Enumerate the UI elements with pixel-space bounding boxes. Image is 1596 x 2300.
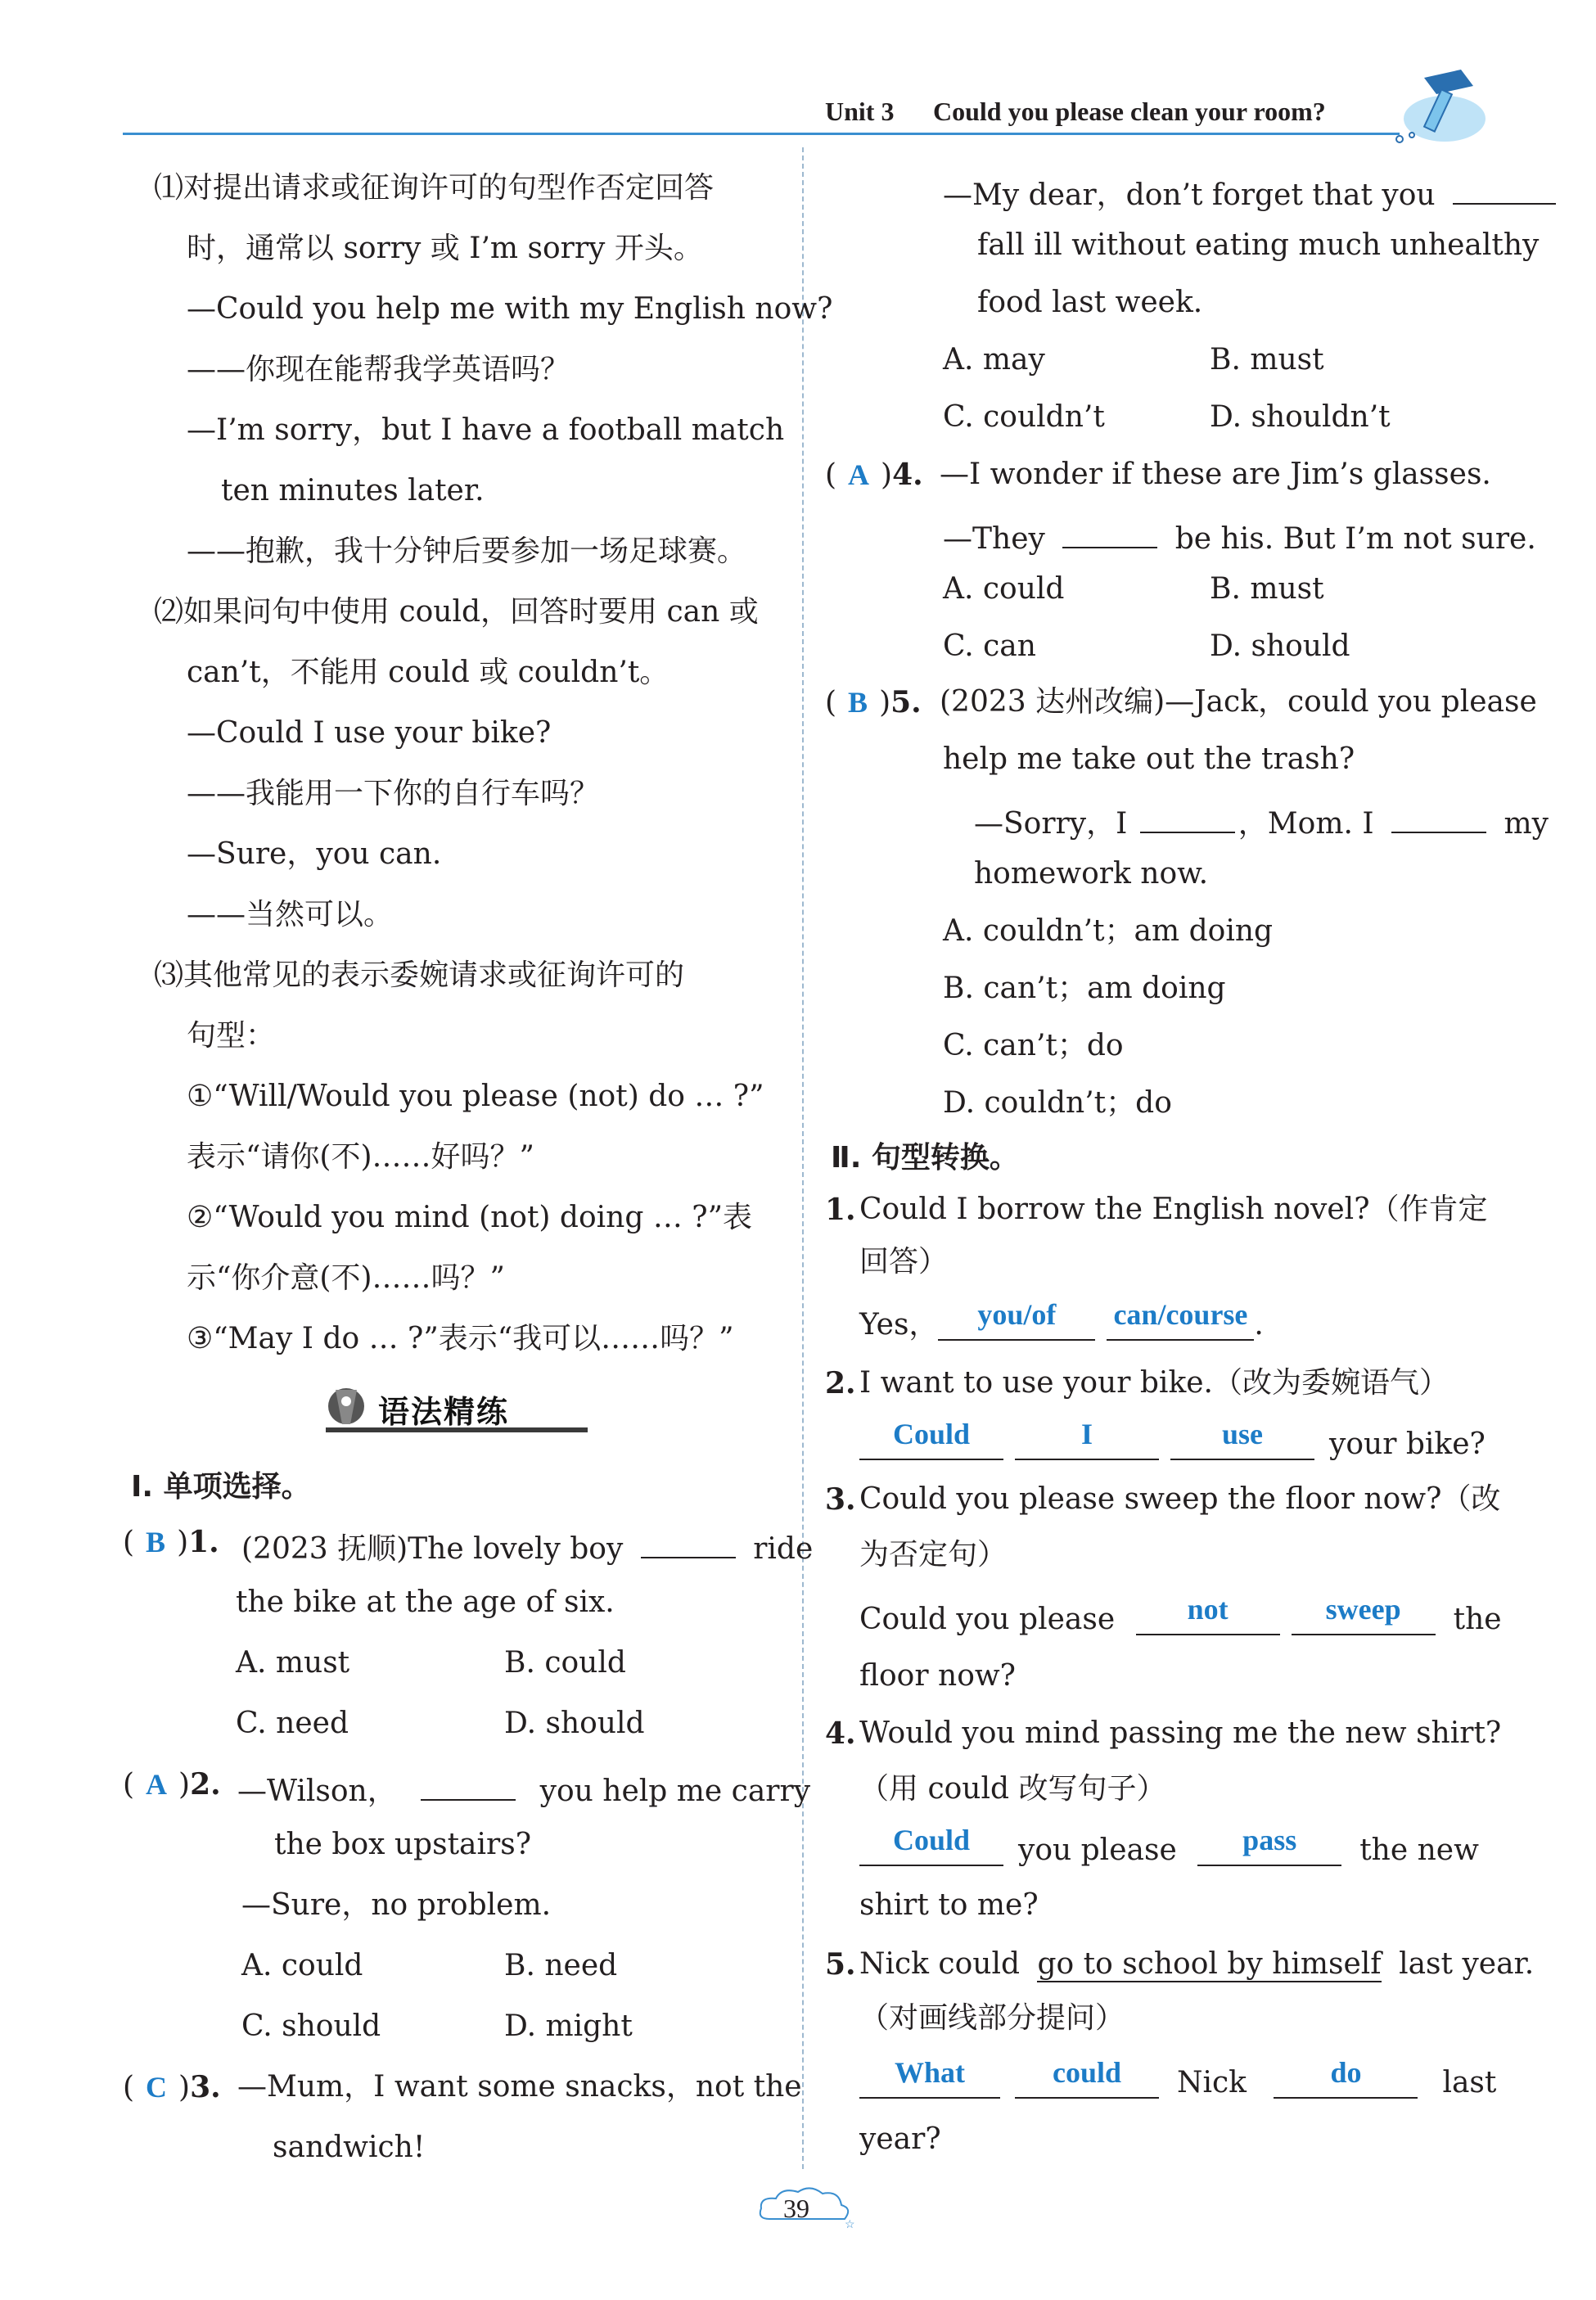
note2-line2: can’t，不能用 could 或 couldn’t。 — [187, 656, 670, 689]
s2-line2: Could I use your bike? — [859, 1426, 1486, 1463]
s2-blank2: I — [1015, 1426, 1159, 1460]
s3-blank2: sweep — [1292, 1601, 1436, 1635]
svg-text:☆: ☆ — [845, 2218, 855, 2231]
q3-option-c: C. couldn’t — [943, 400, 1105, 434]
q1-option-a: A. must — [236, 1646, 350, 1680]
note1-line2: 时，通常以 sorry 或 I’m sorry 开头。 — [187, 232, 703, 265]
banner-label: 语法精练 — [378, 1394, 510, 1430]
q3-option-d: D. shouldn’t — [1210, 400, 1391, 434]
s4-line3: Could you please pass the new — [859, 1832, 1479, 1869]
s3-line3: Could you please not sweep the — [859, 1593, 1502, 1636]
q2-reply: —Sure，no problem. — [241, 1888, 552, 1922]
pencil-mortarboard-icon — [1383, 65, 1490, 147]
q2-option-c: C. should — [241, 2009, 381, 2043]
q2-stem-line2: the box upstairs? — [274, 1828, 531, 1861]
q2-option-b: B. need — [504, 1949, 618, 1982]
s3-line2: 为否定句） — [859, 1538, 1008, 1572]
q5-stem-line3: —Sorry，I ，Mom. I my — [974, 799, 1549, 842]
q1-stem-line2: the bike at the age of six. — [236, 1585, 615, 1619]
q2-option-a: A. could — [241, 1949, 363, 1982]
s2-blank1: Could — [859, 1426, 1003, 1460]
s4-line2: （用 could 改写句子） — [859, 1772, 1166, 1806]
q5-blank2 — [1391, 799, 1486, 833]
section1-heading: Ⅰ. 单项选择。 — [131, 1470, 311, 1504]
note1-line1: ⑴对提出请求或征询许可的句型作否定回答 — [154, 171, 715, 205]
s2-number: 2. — [825, 1366, 856, 1400]
q3-stem-line4: fall ill without eating much unhealthy — [977, 228, 1540, 262]
q3-stem-line5: food last week. — [977, 286, 1203, 319]
s5-line1: Nick could go to school by himself last year. — [859, 1947, 1535, 1981]
q1-stem-line1: (2023 抚顺)The lovely boy ride — [241, 1524, 813, 1567]
pencil-icon — [318, 1382, 375, 1434]
q1-option-b: B. could — [504, 1646, 626, 1680]
q4-option-c: C. can — [943, 629, 1036, 663]
page-number: 39 — [783, 2194, 809, 2223]
s1-line3: Yes， you/of can/course . — [859, 1298, 1264, 1342]
q5-blank1 — [1140, 799, 1235, 833]
s2-blank3: use — [1170, 1426, 1314, 1460]
s5-number: 5. — [825, 1947, 856, 1982]
s4-blank1: Could — [859, 1832, 1003, 1866]
note2-example2: ——我能用一下你的自行车吗？ — [187, 777, 600, 810]
q5-option-c: C. can’t；do — [943, 1029, 1124, 1062]
note2-example3: —Sure，you can. — [187, 837, 442, 871]
note1-example5: ——抱歉，我十分钟后要参加一场足球赛。 — [187, 534, 747, 568]
header-unit: Unit 3 — [825, 97, 895, 126]
q2-stem-line1: —Wilson， you help me carry — [237, 1766, 810, 1810]
q5-stem-line4: homework now. — [974, 857, 1209, 891]
s1-line1: Could I borrow the English novel?（作肯定 — [859, 1193, 1488, 1226]
header-title: Could you please clean your room? — [933, 97, 1326, 126]
header-rule — [123, 133, 1400, 135]
note3-pattern-c1: ③“May I do … ?”表示“我可以……吗？” — [187, 1322, 734, 1355]
note1-example1: —Could you help me with my English now? — [187, 292, 833, 326]
s1-number: 1. — [825, 1193, 856, 1227]
s1-blank2: can/course — [1107, 1306, 1254, 1341]
q4-blank — [1062, 514, 1157, 548]
s5-blank2: could — [1015, 2064, 1159, 2099]
q1-option-c: C. need — [236, 1707, 349, 1740]
s3-blank1: not — [1136, 1601, 1280, 1635]
s2-line1: I want to use your bike.（改为委婉语气） — [859, 1366, 1449, 1400]
q1-answer: ( B )1. — [123, 1525, 219, 1559]
note3-pattern-a2: 表示“请你(不)……好吗？” — [187, 1140, 534, 1174]
q3-answer: ( C )3. — [123, 2070, 221, 2104]
note3-pattern-a1: ①“Will/Would you please (not) do … ?” — [187, 1080, 764, 1113]
s5-line4: year? — [859, 2122, 941, 2156]
note1-example4: ten minutes later. — [221, 474, 485, 507]
q3-stem-line1: —Mum，I want some snacks，not the — [237, 2070, 802, 2104]
q4-option-d: D. should — [1210, 629, 1350, 663]
s5-blank3: do — [1274, 2064, 1418, 2099]
s1-blank1: you/of — [938, 1306, 1095, 1341]
q4-stem-line1: —I wonder if these are Jim’s glasses. — [940, 458, 1491, 491]
s3-number: 3. — [825, 1482, 856, 1517]
q4-option-a: A. could — [943, 572, 1065, 606]
q5-option-b: B. can’t；am doing — [943, 972, 1226, 1005]
s5-line2: （对画线部分提问） — [859, 2001, 1125, 2035]
note2-line1: ⑵如果问句中使用 could，回答时要用 can 或 — [154, 595, 759, 629]
s4-line1: Would you mind passing me the new shirt? — [859, 1716, 1502, 1750]
s4-line4: shirt to me? — [859, 1888, 1039, 1922]
note2-example4: ——当然可以。 — [187, 898, 394, 931]
note3-line2: 句型： — [187, 1019, 276, 1053]
q2-blank — [421, 1766, 516, 1801]
note1-example3: —I’m sorry，but I have a football match — [187, 413, 785, 447]
q5-answer: ( B )5. — [825, 685, 922, 719]
note3-pattern-b2: 示“你介意(不)……吗？” — [187, 1261, 505, 1295]
q5-stem-line1: (2023 达州改编)—Jack，could you please — [940, 685, 1537, 719]
note3-pattern-b1: ②“Would you mind (not) doing … ?”表 — [187, 1201, 752, 1234]
note2-example1: —Could I use your bike? — [187, 716, 552, 750]
q4-stem-line2: —They be his. But I’m not sure. — [943, 514, 1536, 557]
grammar-practice-banner — [318, 1382, 588, 1439]
q5-option-a: A. couldn’t；am doing — [943, 914, 1274, 948]
q5-stem-line2: help me take out the trash? — [943, 742, 1355, 776]
q4-option-b: B. must — [1210, 572, 1324, 606]
column-divider — [802, 147, 804, 2169]
s5-underlined-phrase: go to school by himself — [1037, 1947, 1382, 1981]
note3-line1: ⑶其他常见的表示委婉请求或征询许可的 — [154, 958, 685, 992]
section2-heading: Ⅱ. 句型转换。 — [831, 1141, 1019, 1175]
s5-blank1: What — [859, 2064, 1000, 2099]
s3-line1: Could you please sweep the floor now?（改 — [859, 1482, 1501, 1516]
q4-answer: ( A )4. — [825, 458, 923, 492]
s3-line4: floor now? — [859, 1659, 1016, 1693]
q3-stem-line2: sandwich! — [273, 2131, 426, 2164]
q3-blank — [1453, 170, 1556, 205]
s5-line3: What could Nick do last — [859, 2064, 1496, 2101]
q1-blank — [641, 1524, 736, 1558]
q3-stem-line3: —My dear，don’t forget that you — [943, 170, 1556, 214]
q3-option-a: A. may — [943, 343, 1045, 377]
s4-number: 4. — [825, 1716, 856, 1751]
q3-option-b: B. must — [1210, 343, 1324, 377]
q1-option-d: D. should — [504, 1707, 645, 1740]
q2-answer: ( A )2. — [123, 1767, 221, 1802]
q2-option-d: D. might — [504, 2009, 633, 2043]
q5-option-d: D. couldn’t；do — [943, 1086, 1172, 1120]
s4-blank2: pass — [1197, 1832, 1341, 1866]
note1-example2: ——你现在能帮我学英语吗？ — [187, 353, 570, 386]
s1-line2: 回答） — [859, 1245, 949, 1279]
